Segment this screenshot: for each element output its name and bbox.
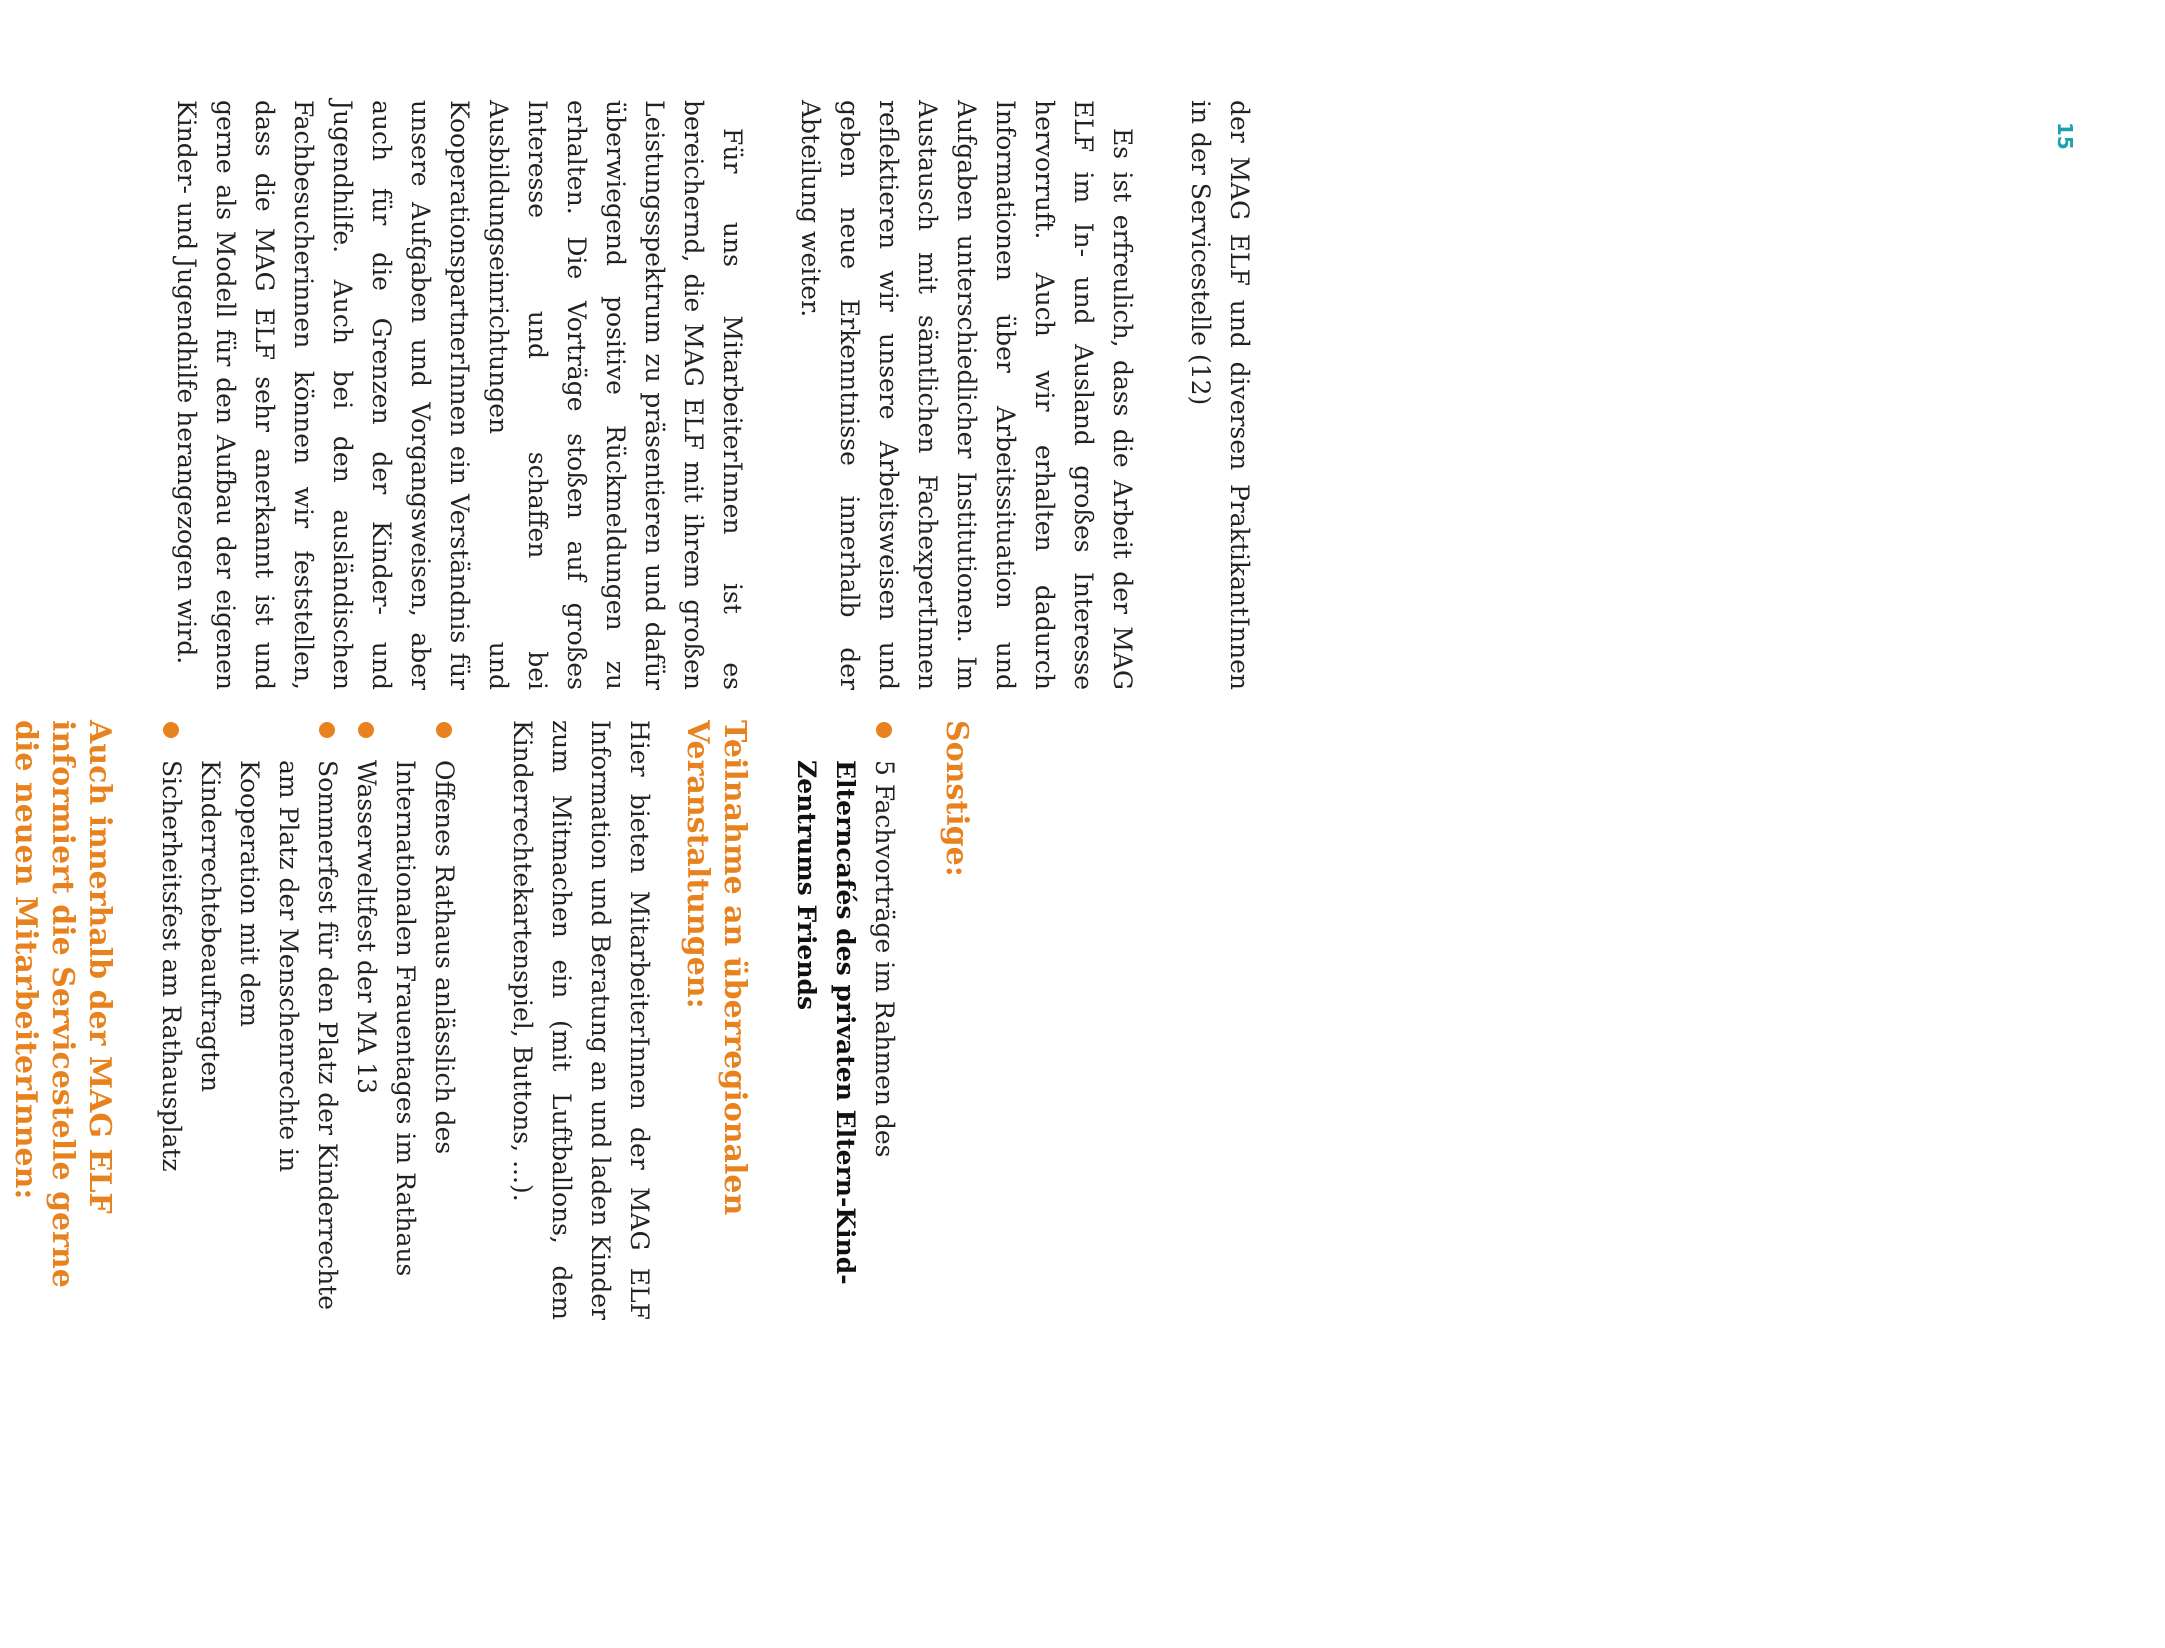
left-column xyxy=(0,720,975,1320)
page-number: 15 xyxy=(2053,122,2077,150)
list-item-text: Offenes Rathaus anlässlich des Internationalen Frauentages im Rathaus xyxy=(391,760,459,1277)
list-item-bold-text: Elterncafés des privaten Eltern-Kind-Zentrums Friends xyxy=(792,760,860,1285)
list-item xyxy=(386,720,464,1320)
veranstaltungen-paragraph: Hier bieten MitarbeiterInnen der MAG ELF Information und Beratung an und laden Kinder zum Mitmachen ein (mit Luftballons, dem Kinderrechtekartenspiel, Buttons, ...). xyxy=(508,720,654,1320)
bullet-icon xyxy=(163,722,179,738)
bullet-icon xyxy=(358,722,374,738)
veranstaltungen-heading: Teilnahme an überregionalen Veranstaltungen: xyxy=(680,720,752,1216)
list-item-text: 5 Fachvorträge im Rahmen des xyxy=(870,760,899,1158)
continuation-paragraph: der MAG ELF und diversen PraktikantInnen in der Servicestelle (12) xyxy=(1186,100,1254,690)
list-item-text: Sicherheitsfest am Rathausplatz xyxy=(157,760,186,1172)
bullet-icon xyxy=(319,722,335,738)
servicestelle-heading: Auch innerhalb der MAG ELF informiert die Servicestelle gerne die neuen MitarbeiterInnen: xyxy=(8,720,117,1288)
sonstige-heading: Sonstige: xyxy=(939,720,974,877)
list-item-text: Wasserweltfest der MA 13 xyxy=(352,760,381,1095)
bullet-icon xyxy=(436,722,452,738)
veranstaltungen-list xyxy=(152,720,464,1320)
list-item xyxy=(347,720,386,1320)
sonstige-list xyxy=(787,720,904,1320)
body-paragraph-2: Für uns MitarbeiterInnen ist es bereichernd, die MAG ELF mit ihrem großen Leistungsspektrum zu präsentieren und dafür überwiegend positive Rückmeldungen zu erhalten. Die Vorträge stoßen auf großes Interesse und schaffen bei Ausbildungseinrichtungen und KooperationspartnerInnen ein Verständnis für unsere Aufgaben und Vorgangsweisen, aber auch für die Grenzen der Kinder- und Jugendhilfe. Auch bei den ausländischen Fachbesucherinnen können wir feststellen, dass die MAG ELF sehr anerkannt ist und gerne als Modell für den Aufbau der eigenen Kinder- und Jugendhilfe herangezogen wird. xyxy=(172,100,747,690)
body-paragraph-1: Es ist erfreulich, dass die Arbeit der MAG ELF im In- und Ausland großes Interesse hervorruft. Auch wir erhalten dadurch Informationen über Arbeitssituation und Aufgaben unterschiedlicher Institutionen. Im Austausch mit sämtlichen FachexpertInnen reflektieren wir unsere Arbeitsweisen und geben neue Erkenntnisse innerhalb der Abteilung weiter. xyxy=(796,100,1137,690)
bullet-icon xyxy=(876,722,892,738)
list-item xyxy=(152,720,191,1320)
list-item xyxy=(191,720,347,1320)
list-item xyxy=(787,720,904,1320)
list-item-text: Sommerfest für den Platz der Kinderrechte am Platz der Menschenrechte in Kooperation mit dem Kinderrechtebeauftragten xyxy=(196,760,342,1311)
right-column xyxy=(167,100,1259,690)
